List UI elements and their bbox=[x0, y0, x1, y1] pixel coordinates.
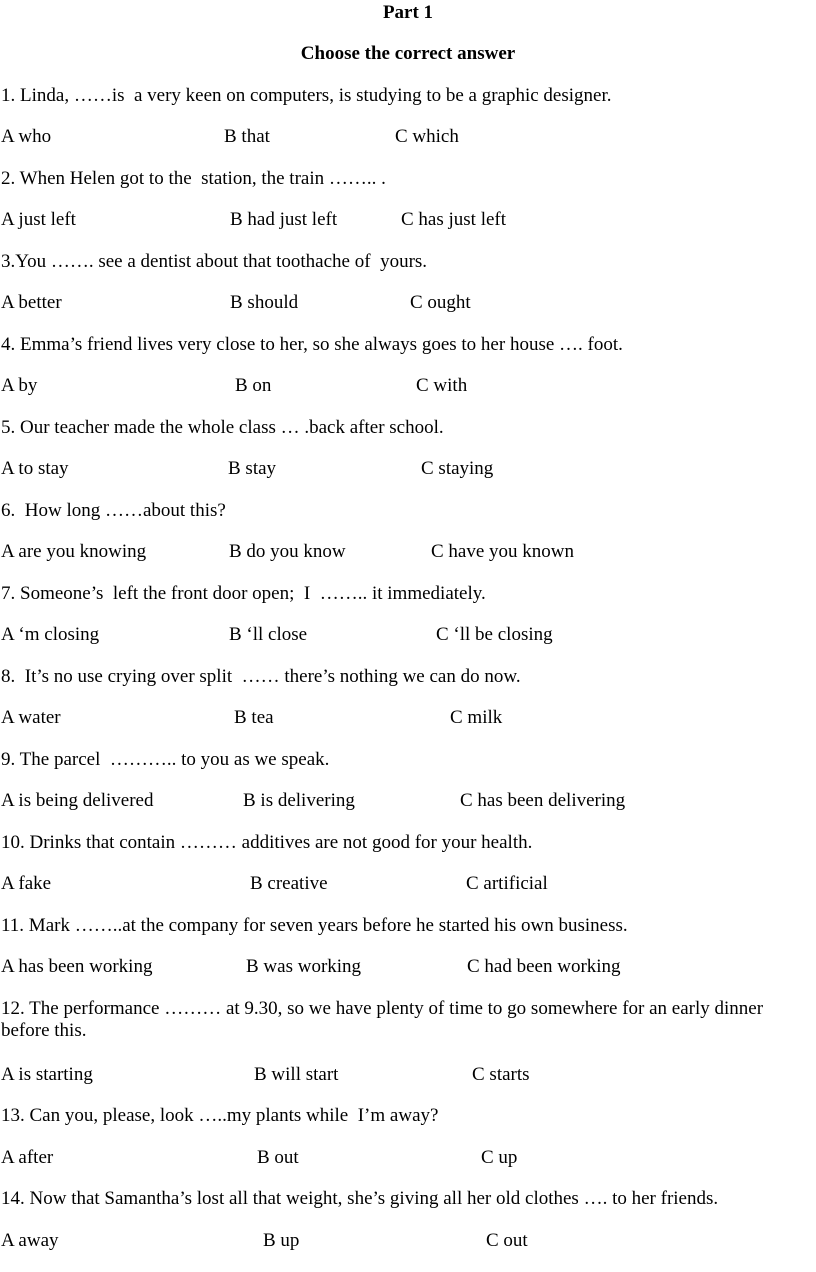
option-a: A is starting bbox=[1, 1064, 93, 1085]
option-b: B do you know bbox=[229, 541, 346, 562]
question-text: 7. Someone’s left the front door open; I …….. it immediately. bbox=[1, 583, 486, 604]
question-text: 8. It’s no use crying over split …… there’s nothing we can do now. bbox=[1, 666, 521, 687]
question-text: 2. When Helen got to the station, the train …….. . bbox=[1, 168, 386, 189]
option-a: A has been working bbox=[1, 956, 153, 977]
option-a: A by bbox=[1, 375, 38, 396]
option-b: B ‘ll close bbox=[229, 624, 308, 645]
question-text: 3.You ……. see a dentist about that toothache of yours. bbox=[1, 251, 428, 272]
question-text: 1. Linda, ……is a very keen on computers, is studying to be a graphic designer. bbox=[1, 85, 612, 106]
option-b: B was working bbox=[246, 956, 362, 977]
option-a: A ‘m closing bbox=[1, 624, 100, 645]
option-c: C starts bbox=[472, 1064, 530, 1085]
option-b: B will start bbox=[254, 1064, 339, 1085]
option-b: B that bbox=[224, 126, 270, 147]
option-a: A after bbox=[1, 1147, 54, 1168]
option-c: C has been delivering bbox=[460, 790, 626, 811]
option-b: B up bbox=[263, 1230, 300, 1251]
option-a: A fake bbox=[1, 873, 52, 894]
option-c: C staying bbox=[421, 458, 494, 479]
option-c: C has just left bbox=[401, 209, 507, 230]
option-b: B creative bbox=[250, 873, 328, 894]
option-c: C up bbox=[481, 1147, 518, 1168]
option-a: A water bbox=[1, 707, 61, 728]
question-text: 4. Emma’s friend lives very close to her, so she always goes to her house …. foot. bbox=[1, 334, 623, 355]
option-b: B out bbox=[257, 1147, 299, 1168]
option-a: A to stay bbox=[1, 458, 69, 479]
option-c: C milk bbox=[450, 707, 503, 728]
question-text: 9. The parcel ……….. to you as we speak. bbox=[1, 749, 330, 770]
option-b: B had just left bbox=[230, 209, 338, 230]
question-text: 13. Can you, please, look …..my plants while I’m away? bbox=[1, 1105, 439, 1126]
option-c: C which bbox=[395, 126, 459, 147]
option-b: B tea bbox=[234, 707, 274, 728]
option-b: B stay bbox=[228, 458, 277, 479]
option-a: A is being delivered bbox=[1, 790, 154, 811]
part-title: Part 1 bbox=[382, 2, 434, 23]
option-a: A away bbox=[1, 1230, 59, 1251]
question-text: 14. Now that Samantha’s lost all that weight, she’s giving all her old clothes …. to her friends. bbox=[1, 1188, 719, 1209]
question-text: 11. Mark ……..at the company for seven years before he started his own business. bbox=[1, 915, 628, 936]
option-c: C out bbox=[486, 1230, 528, 1251]
option-a: A just left bbox=[1, 209, 76, 230]
option-b: B on bbox=[235, 375, 272, 396]
option-a: A who bbox=[1, 126, 52, 147]
question-text: 10. Drinks that contain ……… additives are not good for your health. bbox=[1, 832, 533, 853]
option-c: C ‘ll be closing bbox=[436, 624, 553, 645]
instruction-heading: Choose the correct answer bbox=[300, 43, 516, 64]
option-a: A better bbox=[1, 292, 62, 313]
option-c: C ought bbox=[410, 292, 471, 313]
question-text: 12. The performance ……… at 9.30, so we have plenty of time to go somewhere for an early dinner before this. bbox=[1, 998, 768, 1041]
question-text: 5. Our teacher made the whole class … .back after school. bbox=[1, 417, 444, 438]
option-c: C had been working bbox=[467, 956, 621, 977]
option-c: C have you known bbox=[431, 541, 575, 562]
option-c: C with bbox=[416, 375, 468, 396]
option-b: B should bbox=[230, 292, 299, 313]
option-c: C artificial bbox=[466, 873, 548, 894]
option-a: A are you knowing bbox=[1, 541, 147, 562]
question-text: 6. How long ……about this? bbox=[1, 500, 226, 521]
option-b: B is delivering bbox=[243, 790, 355, 811]
